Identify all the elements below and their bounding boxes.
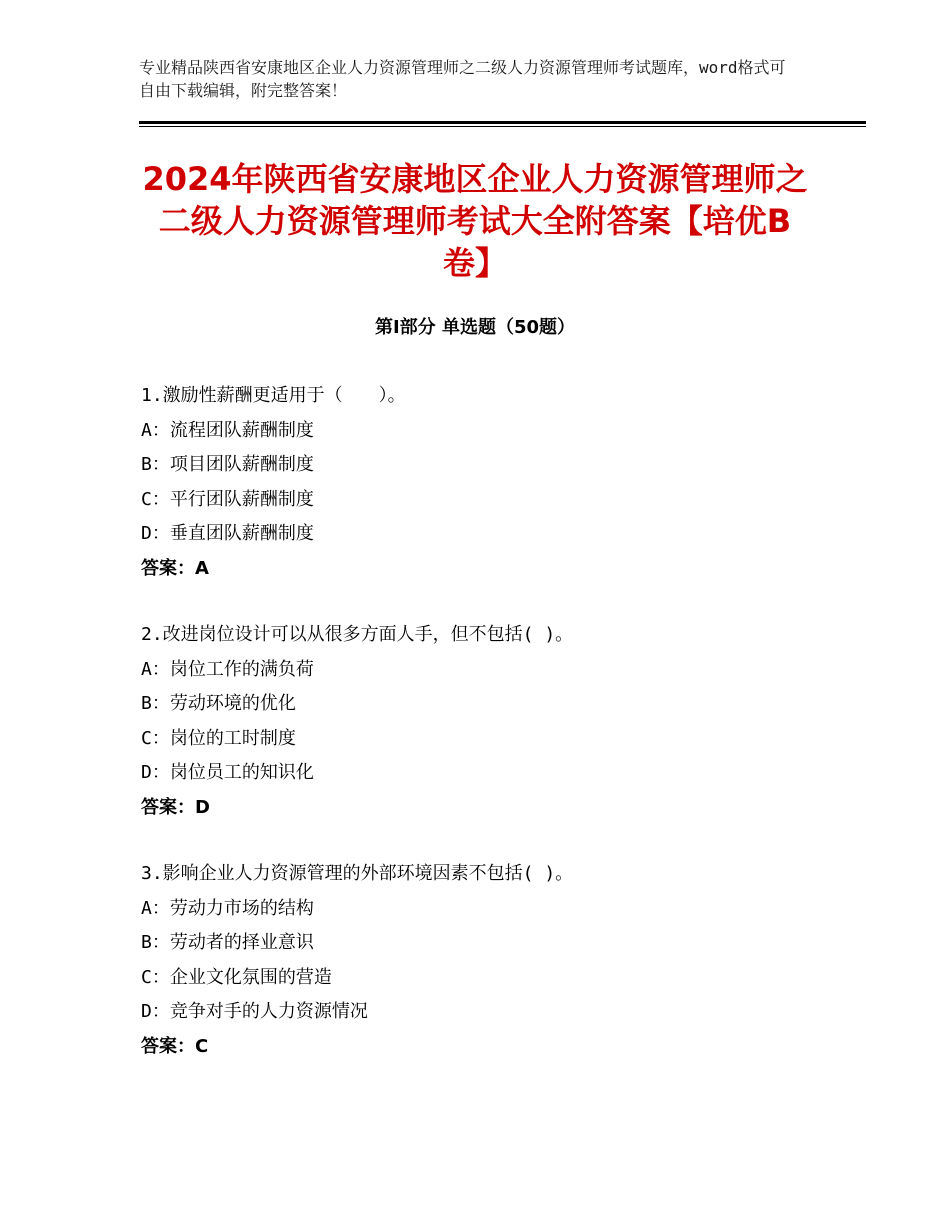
answer: 答案：D bbox=[141, 796, 210, 818]
answer: 答案：C bbox=[141, 1035, 209, 1057]
option-c: C：岗位的工时制度 bbox=[141, 727, 296, 749]
section-heading: 第Ⅰ部分 单选题（50题） bbox=[374, 317, 575, 338]
option-a: A：流程团队薪酬制度 bbox=[141, 419, 314, 441]
question-stem: 3.影响企业人力资源管理的外部环境因素不包括( )。 bbox=[141, 863, 574, 884]
option-b: B：项目团队薪酬制度 bbox=[141, 454, 314, 475]
answer: 答案：A bbox=[141, 557, 209, 579]
document-title: 2024年陕西省安康地区企业人力资源管理师之二级人力资源管理师考试大全附答案【培优B卷】 bbox=[142, 160, 808, 282]
option-b: B：劳动者的择业意识 bbox=[141, 932, 314, 953]
question-2 bbox=[141, 618, 841, 825]
header-note: 专业精品陕西省安康地区企业人力资源管理师之二级人力资源管理师考试题库，word格式可自由下载编辑，附完整答案！ bbox=[139, 58, 786, 100]
header-divider-thick bbox=[139, 121, 866, 124]
question-3 bbox=[141, 857, 841, 1064]
question-1 bbox=[141, 379, 841, 586]
option-c: C：平行团队薪酬制度 bbox=[141, 488, 314, 510]
option-d: D：竞争对手的人力资源情况 bbox=[141, 1001, 368, 1022]
question-stem: 2.改进岗位设计可以从很多方面人手，但不包括( )。 bbox=[141, 624, 574, 645]
option-a: A：劳动力市场的结构 bbox=[141, 897, 314, 919]
option-d: D：岗位员工的知识化 bbox=[141, 762, 314, 783]
header-divider-thin bbox=[139, 126, 866, 127]
option-d: D：垂直团队薪酬制度 bbox=[141, 523, 314, 544]
option-c: C：企业文化氛围的营造 bbox=[141, 966, 332, 988]
option-b: B：劳动环境的优化 bbox=[141, 693, 296, 714]
option-a: A：岗位工作的满负荷 bbox=[141, 658, 314, 680]
question-stem: 1.激励性薪酬更适用于（ ）。 bbox=[141, 385, 406, 406]
